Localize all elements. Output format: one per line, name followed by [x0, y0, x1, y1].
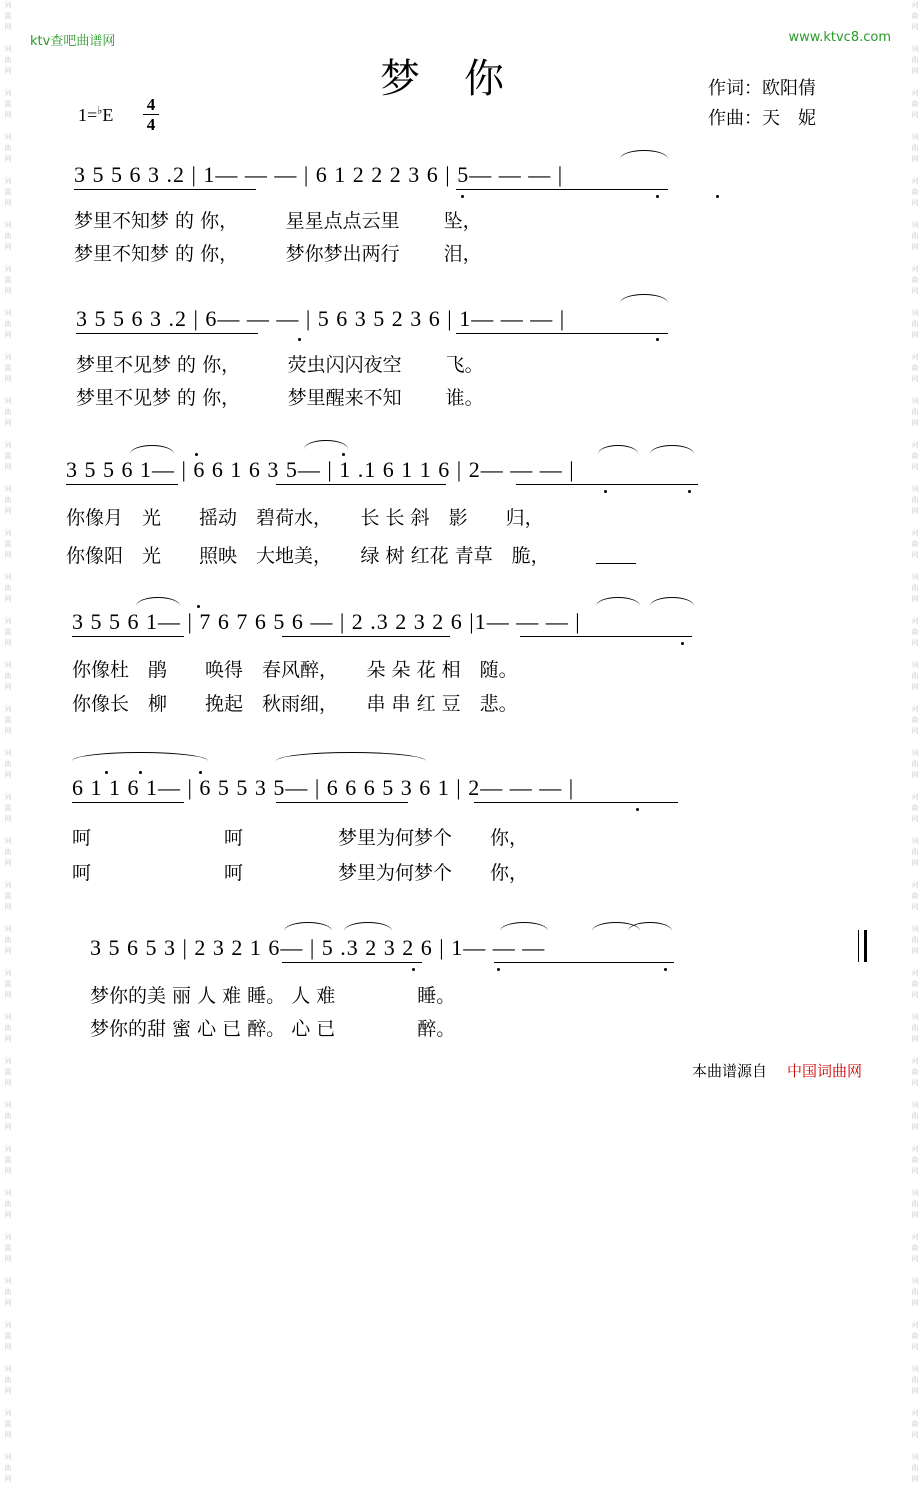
slur-arc	[598, 445, 638, 454]
underline-beam	[494, 962, 674, 963]
time-signature	[143, 95, 159, 134]
notation-line-3: 3 5 5 6 1— | 6 6 1 6 3 5— | 1 .1 6 1 1 6 | 2— — — |	[66, 457, 575, 482]
underline-beam	[276, 802, 408, 803]
octave-dot	[197, 605, 200, 608]
octave-dot	[412, 968, 415, 971]
slur-arc	[620, 294, 668, 303]
time-top: 4	[143, 95, 159, 115]
slur-arc	[304, 440, 348, 449]
underline-beam	[282, 636, 450, 637]
source-site-link[interactable]: 中国词曲网	[787, 1062, 863, 1080]
octave-dot	[497, 968, 500, 971]
lyrics-line-4b: 你像长 柳 挽起 秋雨细， 串 串 红 豆 悲。	[72, 693, 518, 715]
notation-line-6: 3 5 6 5 3 | 2 3 2 1 6— | 5 .3 2 3 2 6 | 1— — —	[90, 935, 546, 960]
lyrics-line-6a: 梦你的美 丽 人 难 睡。 人 难 睡。	[90, 985, 456, 1007]
lyrics-line-6b: 梦你的甜 蜜 心 已 醉。 心 已 醉。	[90, 1018, 456, 1040]
lyrics-line-2b: 梦里不见梦 的 你， 梦里醒来不知 谁。	[76, 387, 484, 409]
lyricist-credit: 作词：欧阳倩	[708, 78, 816, 99]
notation-line-4: 3 5 5 6 1— | 7 6 7 6 5 6 — | 2 .3 2 3 2 6 |1— — — |	[72, 609, 581, 634]
final-barline	[858, 930, 867, 962]
key-note: E	[102, 105, 114, 125]
octave-dot	[195, 453, 198, 456]
underline-beam	[76, 333, 258, 334]
octave-dot	[199, 771, 202, 774]
slur-arc	[344, 922, 392, 931]
slur-arc	[284, 922, 332, 931]
underline-beam	[74, 189, 256, 190]
lyrics-line-5a: 呵 呵 梦里为何梦个 你，	[72, 827, 529, 849]
key-prefix: 1=	[78, 105, 98, 125]
underline-beam	[456, 333, 668, 334]
song-title: 梦你	[380, 56, 548, 102]
source-credit	[692, 1060, 862, 1081]
octave-dot	[139, 771, 142, 774]
underline-beam	[276, 484, 446, 485]
underline-beam	[72, 802, 184, 803]
octave-dot	[716, 195, 719, 198]
underline-beam	[516, 484, 698, 485]
octave-dot	[461, 195, 464, 198]
lyrics-line-5b: 呵 呵 梦里为何梦个 你，	[72, 862, 529, 884]
octave-dot	[298, 338, 301, 341]
slur-arc	[596, 597, 640, 606]
notation-line-2: 3 5 5 6 3 .2 | 6— — — | 5 6 3 5 2 3 6 | 1— — — |	[76, 306, 566, 331]
lyric-underline	[596, 563, 636, 564]
octave-dot	[664, 968, 667, 971]
slur-arc	[72, 752, 208, 761]
key-signature	[78, 104, 113, 126]
lyrics-line-1a: 梦里不知梦 的 你， 星星点点云里 坠，	[74, 210, 482, 232]
underline-beam	[66, 484, 178, 485]
slur-arc	[130, 445, 174, 454]
octave-dot	[688, 490, 691, 493]
underline-beam	[282, 962, 422, 963]
octave-dot	[656, 338, 659, 341]
composer-credit: 作曲：天 妮	[708, 108, 816, 129]
slur-arc	[500, 922, 548, 931]
slur-arc	[650, 445, 694, 454]
site-logo-left: ktv查吧曲谱网	[30, 34, 116, 49]
octave-dot	[681, 642, 684, 645]
underline-beam	[520, 636, 692, 637]
slur-arc	[276, 752, 426, 761]
site-url-right: www.ktvc8.com	[788, 30, 891, 45]
octave-dot	[636, 808, 639, 811]
right-watermark-strip: 词 曲 网 词 曲 网 词 曲 网 词 曲 网 词 曲 网 词 曲 网 词 曲 网 词 曲 网 词 曲 网 词 曲 网 词 曲 网 词 曲 网 词 曲 网 词 曲 网 词 曲 网 词 曲 网 词 曲 网 词 曲 网 词 曲 网 词 曲 网 词 曲 网 词 曲 网 词 曲 网 词 曲 网 词 曲 网 词 曲 网 词 曲 网 词 曲 网 词 曲 网 词 曲 网 词 曲 网 词 曲 网 词 曲 网 词 曲 网	[911, 1, 919, 1483]
octave-dot	[656, 195, 659, 198]
underline-beam	[456, 189, 668, 190]
octave-dot	[342, 453, 345, 456]
time-bottom: 4	[146, 115, 156, 134]
source-label: 本曲谱源自	[692, 1062, 768, 1080]
slur-arc	[628, 922, 672, 931]
slur-arc	[620, 150, 668, 159]
flat-icon: ♭	[97, 105, 103, 117]
lyrics-line-2a: 梦里不见梦 的 你， 荧虫闪闪夜空 飞。	[76, 354, 484, 376]
underline-beam	[474, 802, 678, 803]
slur-arc	[136, 597, 180, 606]
lyrics-line-3b: 你像阳 光 照映 大地美， 绿 树 红花 青草 脆，	[66, 545, 550, 567]
octave-dot	[604, 490, 607, 493]
lyrics-line-4a: 你像杜 鹃 唤得 春风醉， 朵 朵 花 相 随。	[72, 659, 518, 681]
notation-line-5: 6 1 1 6 1— | 6 5 5 3 5— | 6 6 6 5 3 6 1 | 2— — — |	[72, 775, 575, 800]
left-watermark-strip: 词 曲 网 词 曲 网 词 曲 网 词 曲 网 词 曲 网 词 曲 网 词 曲 网 词 曲 网 词 曲 网 词 曲 网 词 曲 网 词 曲 网 词 曲 网 词 曲 网 词 曲 网 词 曲 网 词 曲 网 词 曲 网 词 曲 网 词 曲 网 词 曲 网 词 曲 网 词 曲 网 词 曲 网 词 曲 网 词 曲 网 词 曲 网 词 曲 网 词 曲 网 词 曲 网 词 曲 网 词 曲 网 词 曲 网 词 曲 网	[4, 1, 12, 1483]
lyrics-line-3a: 你像月 光 摇动 碧荷水， 长 长 斜 影 归，	[66, 507, 544, 529]
underline-beam	[72, 636, 184, 637]
lyrics-line-1b: 梦里不知梦 的 你， 梦你梦出两行 泪，	[74, 243, 482, 265]
octave-dot	[105, 771, 108, 774]
slur-arc	[650, 597, 694, 606]
notation-line-1: 3 5 5 6 3 .2 | 1— — — | 6 1 2 2 2 3 6 | 5— — — |	[74, 162, 564, 187]
